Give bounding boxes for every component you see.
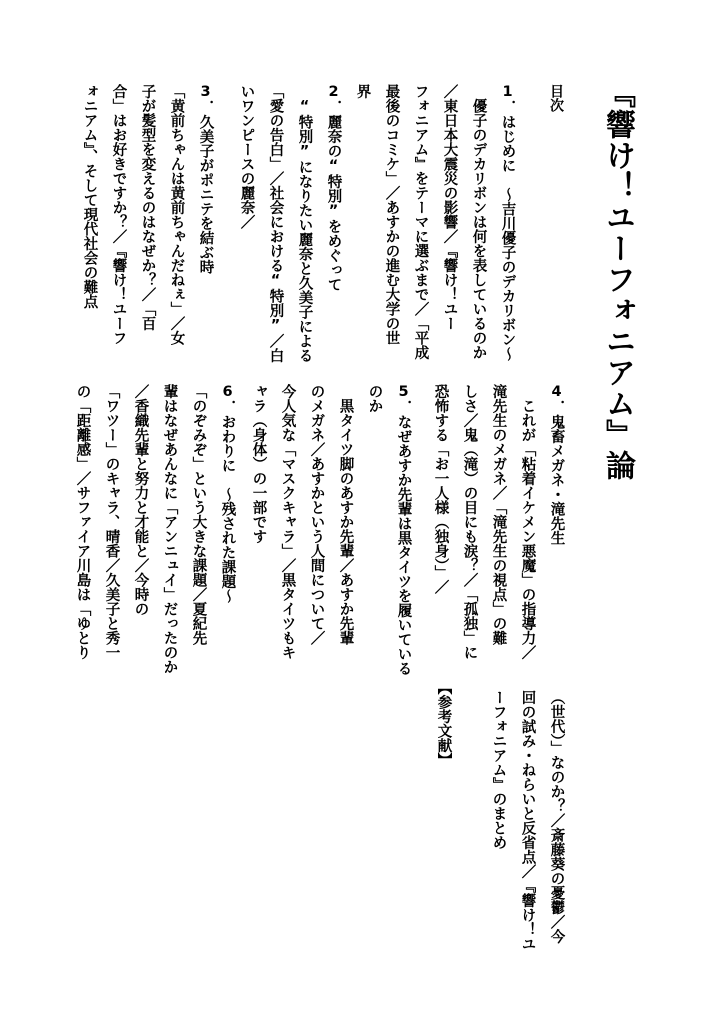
toc-line: 2．麗奈の“特別”をめぐって [325,84,342,292]
toc-line: 最後のコミケ」／あすかの進む大学の世 [383,84,400,345]
toc-line: の「距離感」／サファイア川島は「ゆとり [74,384,91,660]
toc-line: 黒タイツ脚のあすか先輩／あすか先輩 [337,384,354,645]
toc-line: 子が髪型を変えるのはなぜか？／「百 [139,84,156,331]
toc-line: 滝先生のメガネ／「滝先生の視点」の難 [490,384,507,645]
toc-line: ーフォニアム』のまとめ [490,690,507,850]
references-heading: 【参考文献】 [435,680,452,767]
toc-line: 今人気な「マスクキャラ」／黒タイツもキ [279,384,296,660]
toc-line: フォニアム』をテーマに選ぶまで／「平成 [412,84,429,360]
toc-line: 「のぞみぞ」という大きな課題／夏紀先 [190,384,207,645]
toc-line: ォニアム』、そして現代社会の難点 [81,84,98,309]
toc-line: 優子のデカリボンは何を表しているのか [470,84,487,360]
toc-line: 「ワツー」のキャラ、晴香／久美子と秀一 [103,384,120,660]
toc-line: 界 [354,84,371,99]
page-title: 『響け！ユーフォニアム』論 [600,78,635,481]
toc-line: ／東日本大震災の影響／『響け！ユー [441,84,458,331]
toc-line: いワンピースの麗奈／ [238,84,255,229]
toc-line: （世代）」なのか？／斎藤葵の憂鬱／今 [548,690,565,944]
toc-line: 恐怖する「お一人様（独身）」／ [432,384,449,595]
toc-line: 5．なぜあすか先輩は黒タイツを履いている [395,384,412,676]
toc-line: 合」はお好きですか？／『響け！ユーフ [110,84,127,345]
toc-line: 「愛の告白」／社会における“特別”／白 [267,84,284,363]
toc-line: 「黄前ちゃんは黄前ちゃんだねぇ」／女 [168,84,185,345]
toc-line: 4．鬼畜メガネ・滝先生 [548,384,565,545]
toc-line: ／香織先輩と努力と才能と／今時の [132,384,149,616]
toc-line: しさ／鬼（滝）の目にも涙？／「孤独」に [461,384,478,660]
toc-line: 回の試み・ねらいと反省点／『響け！ユ [519,690,536,951]
toc-line: のメガネ／あすかという人間について／ [308,384,325,645]
toc-line: 1．はじめに ～吉川優子のデカリボン～ [499,84,516,361]
toc-line: 6．おわりに ～残された課題～ [219,384,236,603]
toc-line: 3．久美子がポニテを結ぶ時 [197,84,214,274]
toc-line: ャラ（身体）の一部です [250,384,267,544]
toc-line: これが「粘着イケメン悪魔」の指導力／ [519,384,536,660]
toc-line: 輩はなぜあんなに「アンニュイ」だったのか [161,384,178,674]
toc-line: “特別”になりたい麗奈と久美子による [296,84,313,363]
toc-heading: 目次 [548,84,564,112]
toc-line: のか [366,384,383,413]
